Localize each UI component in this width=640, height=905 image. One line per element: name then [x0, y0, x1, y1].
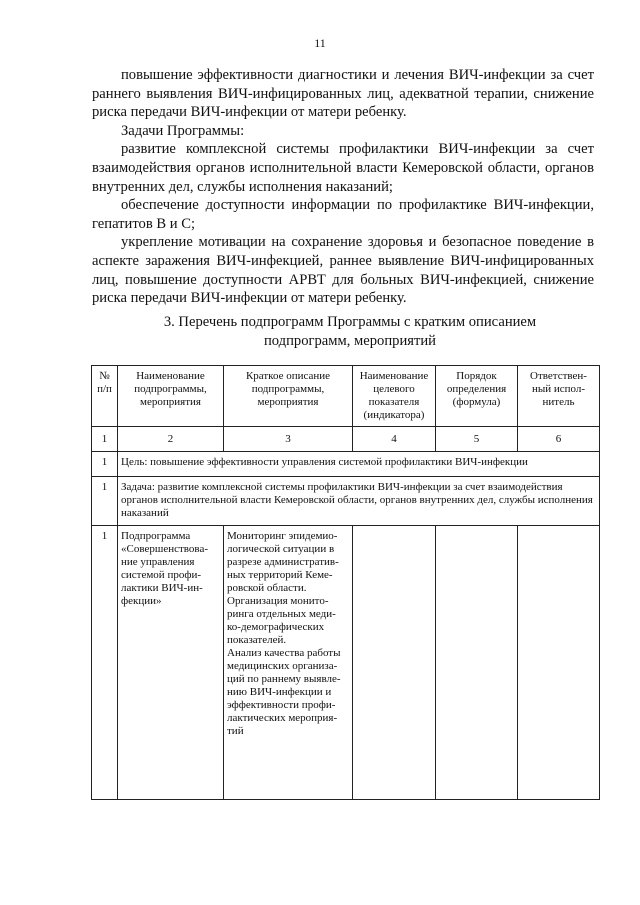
section-title-line-1: 3. Перечень подпрограмм Программы с кратким описанием [163, 314, 537, 330]
section-title-line-2: подпрограмм, мероприятий [264, 332, 436, 349]
goal-number: 1 [92, 452, 118, 477]
page-number: 11 [314, 36, 326, 50]
paragraph-goal: повышение эффективности диагностики и лечения ВИЧ-инфекции за счет раннего выявления ВИЧ-инфицированных лиц, адекватной терапии, снижение риска передачи ВИЧ-инфекции от матери ребенку. [92, 67, 594, 121]
program-text [92, 66, 594, 308]
column-number: 4 [353, 427, 436, 452]
goal-row [92, 452, 600, 477]
paragraph-task-2: обеспечение доступности информации по профилактике ВИЧ-инфекции, гепатитов В и С; [92, 197, 594, 232]
column-number: 3 [224, 427, 353, 452]
header-formula: Порядок определения (формула) [436, 366, 518, 427]
table-header-row [92, 366, 600, 427]
column-number: 1 [92, 427, 118, 452]
header-subprogram-name: Наименование подпрограммы, мероприятия [118, 366, 224, 427]
task-number: 1 [92, 477, 118, 526]
paragraph-task-1: развитие комплексной системы профилактики ВИЧ-инфекции за счет взаимодействия органов исполнительной власти Кемеровской области, органов внутренних дел, службы исполнения наказаний; [92, 141, 594, 195]
subprograms-table [91, 365, 600, 800]
section-title [0, 313, 640, 350]
header-number: № п/п [92, 366, 118, 427]
subprogram-responsible [518, 526, 600, 800]
header-responsible: Ответствен- ный испол- нитель [518, 366, 600, 427]
subprogram-number: 1 [92, 526, 118, 800]
subprogram-description: Мониторинг эпидемио- логической ситуации в разрезе административ- ных территорий Кеме- ровской области. Организация монито- ринга отдельных меди- ко-демографических показателей. Анализ качества работы медицинских организа- ций по раннему выявле- нию ВИЧ-инфекции и эффективности профи- лактических мероприя- тий [224, 526, 353, 800]
goal-text: Цель: повышение эффективности управления системой профилактики ВИЧ-инфекции [118, 452, 600, 477]
subprogram-name: Подпрограмма «Совершенствова- ние управления системой профи- лактики ВИЧ-ин- фекции» [118, 526, 224, 800]
subprogram-indicator [353, 526, 436, 800]
paragraph-tasks-heading: Задачи Программы: [121, 122, 245, 139]
task-row [92, 477, 600, 526]
header-description: Краткое описание подпрограммы, мероприятия [224, 366, 353, 427]
task-text: Задача: развитие комплексной системы профилактики ВИЧ-инфекции за счет взаимодействия органов исполнительной власти Кемеровской области, органов внутренних дел, службы исполнения наказаний [118, 477, 600, 526]
column-number: 6 [518, 427, 600, 452]
subprogram-formula [436, 526, 518, 800]
column-number: 2 [118, 427, 224, 452]
header-indicator: Наименование целевого показателя (индикатора) [353, 366, 436, 427]
paragraph-task-3: укрепление мотивации на сохранение здоровья и безопасное поведение в аспекте заражения ВИЧ-инфекцией, раннее выявление ВИЧ-инфицированных лиц, повышение доступности АРВТ для больных ВИЧ-инфекцией, снижение риска передачи ВИЧ-инфекции от матери ребенку. [92, 234, 594, 307]
column-numbers-row [92, 427, 600, 452]
column-number: 5 [436, 427, 518, 452]
subprogram-row [92, 526, 600, 800]
